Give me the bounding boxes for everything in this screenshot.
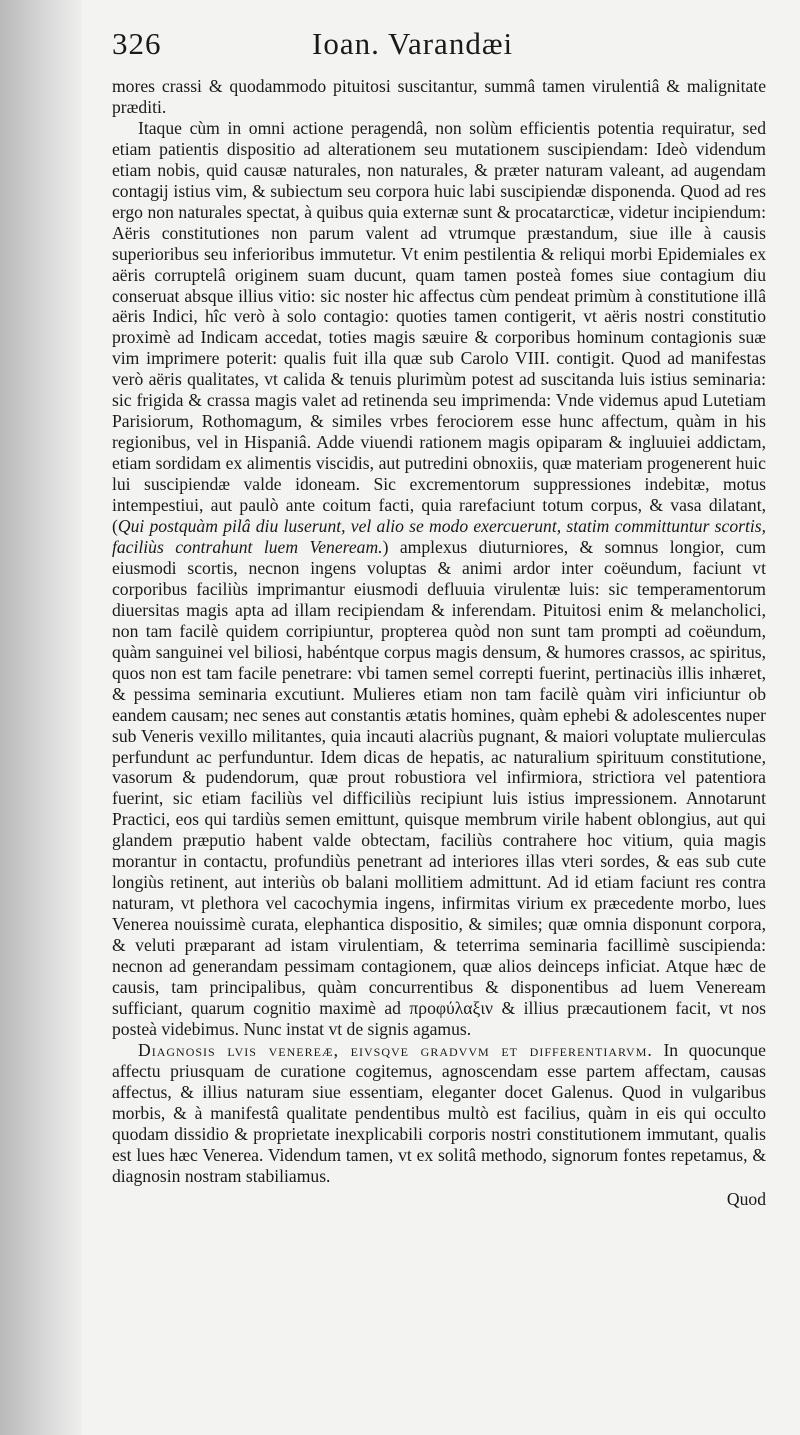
section-heading: Diagnosis lvis venereæ, eivsqve gradvvm et differentiarvm. — [138, 1039, 653, 1060]
italic-quotation: Qui postquàm pilâ diu luserunt, vel alio se modo exercuerunt, statim committuntur scortis, faciliùs contrahunt luem Veneream. — [112, 516, 766, 557]
paragraph-diagnosis-text: In quocunque affectu priusquam de curatione cogitemus, agnoscendam esse partem affectam, causas affectus, & illius naturam siue essentiam, eleganter docet Galenus. Quod in vulgaribus morbis, & à manifestâ qualitate pendentibus multò est facilius, quàm in eis qui occulto quodam dissidio & proprietate inexplicabili corporis nostri constitutionem immutant, qualis est lues hæc Venerea. Videndum tamen, vt ex solitâ methodo, signorum fontes repetamus, & diagnosin nostram stabiliamus. — [112, 1039, 766, 1186]
page-gutter — [0, 0, 82, 1435]
paragraph-causes-text: Itaque cùm in omni actione peragendâ, non solùm efficientis potentia requiratur, sed etiam patientis dispositio ad alterationem seu mutationem suscipiendam: Ideò videndum etiam nobis, quid causæ naturales, non naturales, & præter naturam valeant, ad augendam contagij istius vim, & subiectum seu corpora huic labi suscipiendæ disponenda. Quod ad res ergo non naturales spectat, à quibus quia externæ sunt & procatarcticæ, videtur incipiendum: Aëris constitutiones non parum valent ad vtrumque præstandum, siue ille à causis superioribus seu inferioribus immutetur. Vt enim pestilentia & reliqui morbi Epidemiales ex aëris corruptelâ originem suam ducunt, quam tamen posteà fomes siue contagium diu conseruat absque illius vitio: sic noster hic affectus cùm pendeat primùm à constitutione illâ aëris Indici, hîc verò à solo contagio: quoties tamen contigerit, vt aëris nostri constitutio proximè ad Indicam accedat, toties magis sæuire & corporibus hominum contagionis suæ vim imprimere poterit: qualis fuit illa quæ sub Carolo VIII. contigit. Quod ad manifestas verò aëris qualitates, vt calida & tenuis plurimùm potest ad suscitanda luis istius seminaria: sic frigida & crassa magis valet ad retinenda seu imprimenda: Vnde videmus apud Lutetiam Parisiorum, Rothomagum, & similes vrbes ferociorem esse hunc affectum, quàm in his regionibus, vel in Hispaniâ. Adde viuendi rationem magis opiparam & ingluuiei addictam, etiam sordidam ex alimentis viscidis, aut putredini obnoxiis, quæ materiam progenerent huic lui suscipiendæ valde idoneam. Sic excrementorum suppressiones indebitæ, motus intempestiui, aut paulò ante coitum facti, quia rarefaciunt totum corpus, & vasa dilatant, ( — [112, 117, 766, 537]
page-number: 326 — [112, 26, 162, 61]
paragraph-causes — [112, 118, 766, 1040]
page-header — [112, 26, 766, 76]
paragraph-causes-continued: ) amplexus diuturniores, & somnus longior, cum eiusmodi scortis, necnon ingens voluptas & animi ardor inter coëundum, faciunt vt corporibus faciliùs imprimantur eiusmodi defluuia virulentæ luis: sic temperamentorum diuersitas magis apta ad illam recipiendam & inferendam. Pituitosi enim & melancholici, non tam facilè quidem corripiuntur, propterea quòd non sunt tam prompti ad coëundum, quàm sanguinei vel biliosi, habéntque corpus magis densum, & humores crassos, ac spiritus, quos non est tam facile penetrare: vbi tamen semel correpti fuerint, pertinaciùs illis inhæret, & pessima seminaria excutiunt. Mulieres etiam non tam facilè quàm viri inficiuntur ob eandem causam; nec senes aut constantis ætatis homines, quàm ephebi & adolescentes nuper sub Veneris vexillo militantes, quia incauti alacriùs pugnant, & maiori voluptate mulierculas perfundunt ac perfunduntur. Idem dicas de hepatis, ac naturalium spirituum constitutione, vasorum & pudendorum, quæ prout robustiora vel infirmiora, strictiora vel patentiora fuerint, sic etiam faciliùs vel difficiliùs recipiunt luis istius impressionem. Annotarunt Practici, eos qui tardiùs semen emittunt, quisque membrum virile habent oblongius, aut qui glandem præputio habent valde obtectam, faciliùs contrahere hoc vitium, quia magis morantur in contactu, profundiùs penetrant ad interiores illas vteri sordes, & eas sub cute longiùs retinent, aut interiùs ob balani mollitiem admittunt. Ad id etiam faciunt res contra naturam, vt plethora vel cacochymia ingens, infirmitas virium ex præcedente morbo, lues Venerea nouissimè curata, elephantica dispositio, & similes; quæ omnia disponunt corpora, & veluti præparant ad istam virulentiam, & teterrima seminaria facillimè suscipienda: necnon ad generandam pessimam contagionem, quæ alios deinceps inficiat. Atque hæc de causis, tam principalibus, quàm concurrentibus & disponentibus ad luem Veneream sufficiant, quarum cognitio maximè ad προφύλαξιν & illius præcautionem facit, vt nos posteà videbimus. Nunc instat vt de signis agamus. — [112, 536, 766, 1039]
catchword: Quod — [726, 1188, 766, 1209]
body-text — [112, 76, 766, 1187]
running-head: Ioan. Varandæi — [312, 26, 514, 61]
paragraph-continuation: mores crassi & quodammodo pituitosi suscitantur, summâ tamen virulentiâ & malignitate præditi. — [112, 76, 766, 117]
paragraph-diagnosis — [112, 1040, 766, 1187]
